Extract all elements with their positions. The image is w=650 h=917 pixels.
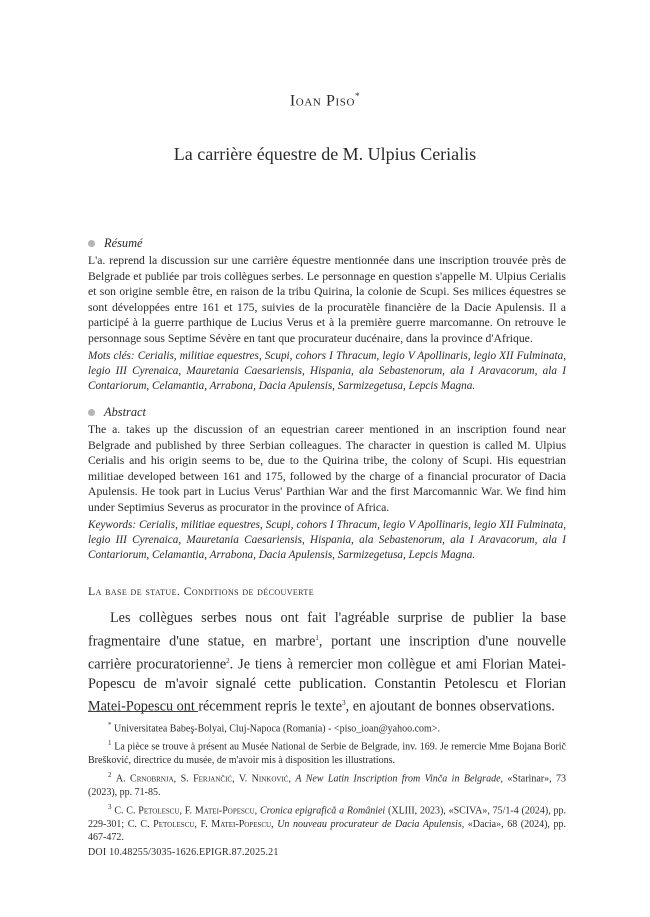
footnote-authors: C. C. Petolescu, F. Matei-Popescu [114,804,255,816]
footnote-authors: C. C. Petolescu, F. Matei-Popescu [127,818,272,830]
doi-identifier: DOI 10.48255/3035-1626.EPIGR.87.2025.21 [88,847,279,858]
author-footnote-mark: * [355,91,361,101]
footnote-authors: A. Crnobrnja, S. Ferjančić, V. Ninković [115,773,289,785]
abstract-text: The a. takes up the discussion of an equestrian career mentioned in an inscription found near Belgrade and published by three Serbian colleagues. The character in question is called M. Ulpius Cerialis and his origin seems to be, due to the Quirina tribe, the colony of Scupi. His equestrian militiae developed between 161 and 175, followed by the charge of a financial procurator of Dacia Apulensis. He took part in Lucius Verus' Parthian War and the first Marcomannic War. We find him under Septimius Severus as procurator in the province of Africa. [88,423,566,514]
footnote-mark: 3 [108,802,112,811]
footnote-item [88,737,566,768]
footnotes [88,719,566,846]
footnote-item [88,801,566,845]
footnote-work-title: Un nouveau procurateur de Dacia Apulensis [277,818,462,830]
abstract-heading [88,404,566,420]
footnote-item [88,719,566,736]
abstract-keywords: Keywords: Cerialis, militiae equestres, Scupi, cohors I Thracum, legio V Apollinaris, legio XII Fulminata, legio III Cyrenaica, Mauretania Caesariensis, Hispania, ala Sebastenorum, ala I Aravacorum, ala I Contariorum, Celamantia, Arrabona, Dacia Apulensis, Sarmizegetusa, Lepcis Magna. [88,518,566,562]
resume-text: L'a. reprend la discussion sur une carrière équestre mentionnée dans une inscription trouvée près de Belgrade et publiée par trois collègues serbes. Le personnage en question s'appelle M. Ulpius Cerialis et son origine semble être, en raison de la tribu Quirina, la colonie de Scupi. Ses milices équestres se sont développées entre 161 et 175, suivies de la procuratèle financière de la Dacie Apulensis. Il a participé à la guerre parthique de Lucius Verus et à la première guerre marcomanne. On retrouve le personnage sous Septime Sévère en tant que procurateur ducénaire, dans la province d'Afrique. [88,254,566,345]
body-text-part: Les collègues serbes nous ont fait l'agréable surprise de publier la base fragmentaire d'une statue, en marbre [88,610,566,650]
author-name [0,91,650,110]
footnote-sep: , [288,773,296,785]
footnote-ref[interactable]: 2 [226,656,230,665]
footnote-divider [88,711,198,712]
footnote-item [88,769,566,800]
footnote-text: , «Dacia», 68 (2024), pp. 467-472. [88,818,567,844]
section-heading: La base de statue. Conditions de découverte [88,584,315,598]
body-text-part: , portant une inscription d'une nouvelle carrière procuratorienne [88,633,567,673]
footnote-mark: 2 [108,770,112,779]
body-text-part: , en ajoutant de bonnes observations. [345,699,555,716]
body-paragraph [88,609,566,718]
footnote-work-title: Cronica epigrafică a României [259,804,386,816]
footnote-text: Universitatea Babeş-Bolyai, Cluj-Napoca (Romania) - <piso_ioan@yahoo.com>. [111,723,440,735]
footnote-mark: 1 [108,739,112,748]
bullet-icon [88,240,95,247]
footnote-text: (XLIII, 2023), «SCIVA», 75/1-4 (2024), pp. 229-301; [88,804,567,830]
footnote-sep: , [271,818,278,830]
bullet-icon [88,409,95,416]
resume-heading-text: Résumé [104,236,143,250]
resume-block [88,235,566,395]
footnote-work-title: A New Latin Inscription from Vinča in Belgrade [295,773,501,785]
abstract-heading-text: Abstract [104,405,146,419]
author-text: Ioan Piso [289,92,356,110]
footnote-text: , «Starinar», 73 (2023), pp. 71-85. [88,773,567,798]
footnote-ref[interactable]: 1 [315,633,319,642]
resume-heading [88,235,566,251]
resume-keywords: Mots clés: Cerialis, militiae equestres, Scupi, cohors I Thracum, legio V Apollinaris, legio XII Fulminata, legio III Cyrenaica, Mauretania Caesariensis, Hispania, ala Sebastenorum, ala I Aravacorum, ala I Contariorum, Celamantia, Arrabona, Dacia Apulensis, Sarmizegetusa, Lepcis Magna. [88,349,566,393]
footnote-text: La pièce se trouve à présent au Musée National de Serbie de Belgrade, inv. 169. Je remercie Mme Bojana Borič Brešković, directrice du musée, de m'avoir mis à disposition les illustrations. [88,741,566,767]
body-text-part: . Je tiens à remercier mon collègue et ami Florian Matei-Popescu de m'avoir signalé cette publication. Constantin Petolescu et Florian Matei-Popescu ont récemment repris le texte [88,656,567,716]
abstract-block [88,404,566,564]
article-title: La carrière équestre de M. Ulpius Cerialis [173,144,477,164]
footnote-mark: * [108,721,112,729]
footnote-sep: , [254,804,260,816]
footnote-ref[interactable]: 3 [342,699,346,708]
